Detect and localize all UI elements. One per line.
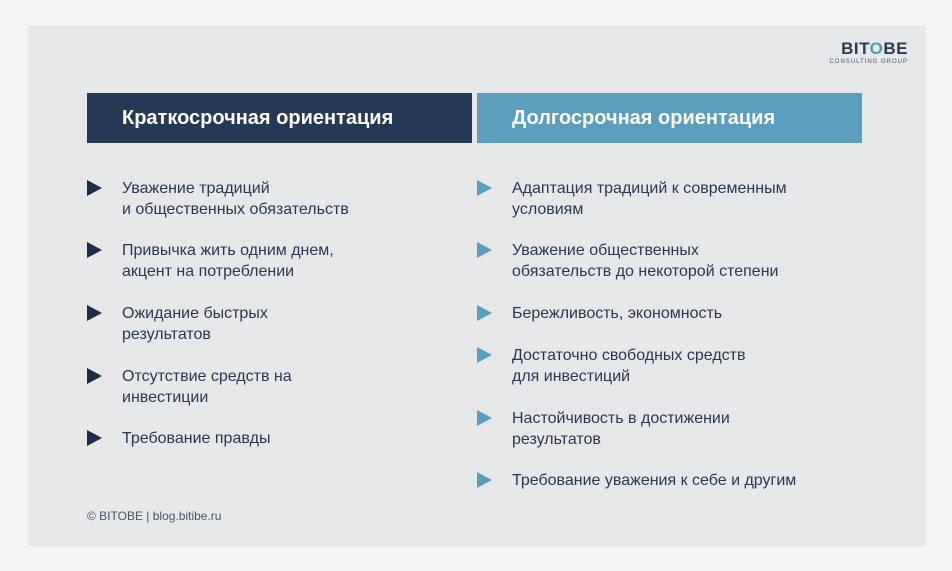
list-item-text: Бережливость, экономность [512, 305, 723, 322]
list-item-text: Требование уважения к себе и другим [512, 472, 797, 489]
triangle-bullet-icon [477, 472, 492, 488]
list-item [477, 470, 796, 491]
list-item-text: Достаточно свободных средств для инвестиций [512, 347, 746, 385]
footer-credits: © BITOBE | blog.bitibe.ru [87, 509, 222, 523]
list-item [477, 240, 778, 282]
list-item [87, 366, 292, 408]
triangle-bullet-icon [87, 242, 102, 258]
list-item-text: Уважение традиций и общественных обязательств [122, 180, 349, 218]
company-logo [829, 40, 908, 65]
list-item [477, 303, 722, 324]
list-item [477, 408, 730, 450]
slide [28, 26, 926, 546]
list-item [477, 178, 787, 220]
short-term-header: Краткосрочная ориентация [87, 93, 472, 143]
list-item [87, 428, 271, 449]
triangle-bullet-icon [477, 347, 492, 363]
triangle-bullet-icon [477, 242, 492, 258]
triangle-bullet-icon [477, 410, 492, 426]
list-item-text: Настойчивость в достижении результатов [512, 410, 730, 448]
triangle-bullet-icon [87, 305, 102, 321]
long-term-header: Долгосрочная ориентация [477, 93, 862, 143]
triangle-bullet-icon [87, 180, 102, 196]
triangle-bullet-icon [87, 430, 102, 446]
list-item-text: Отсутствие средств на инвестиции [122, 368, 292, 406]
list-item [87, 303, 268, 345]
logo-wordmark: BITOBE [841, 39, 908, 58]
triangle-bullet-icon [87, 368, 102, 384]
logo-tagline: CONSULTING GROUP [829, 59, 908, 65]
list-item-text: Привычка жить одним днем, акцент на потреблении [122, 242, 334, 280]
list-item-text: Уважение общественных обязательств до некоторой степени [512, 242, 779, 280]
list-item [87, 240, 334, 282]
list-item [477, 345, 745, 387]
list-item [87, 178, 349, 220]
list-item-text: Адаптация традиций к современным условиям [512, 180, 787, 218]
triangle-bullet-icon [477, 305, 492, 321]
triangle-bullet-icon [477, 180, 492, 196]
list-item-text: Ожидание быстрых результатов [122, 305, 268, 343]
list-item-text: Требование правды [122, 430, 271, 447]
